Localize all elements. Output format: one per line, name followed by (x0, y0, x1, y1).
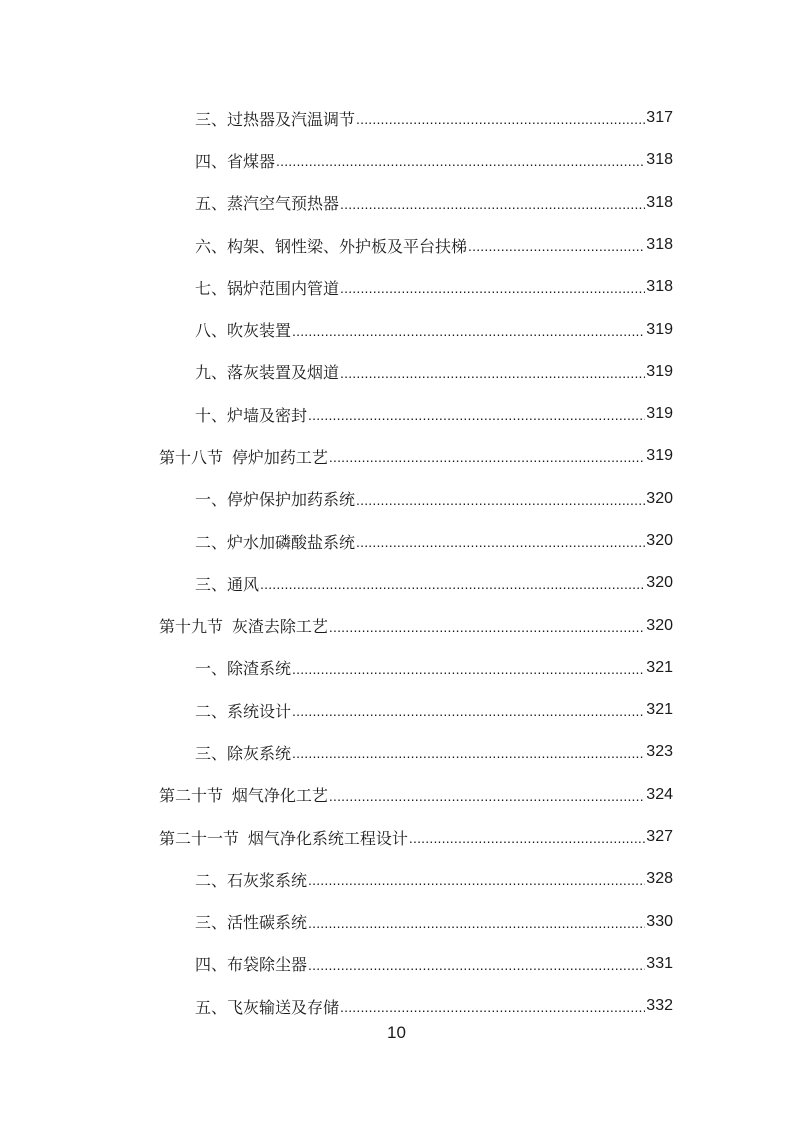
dot-leader (340, 277, 645, 297)
toc-entry[interactable] (195, 520, 673, 562)
dot-leader (308, 912, 645, 932)
toc-entry-page: 320 (646, 489, 673, 507)
dot-leader (340, 362, 645, 382)
toc-entry[interactable] (195, 182, 673, 224)
dot-leader (329, 616, 645, 636)
dot-leader (329, 446, 645, 466)
toc-entry[interactable] (195, 351, 673, 393)
toc-entry[interactable] (195, 97, 673, 139)
toc-entry[interactable] (195, 901, 673, 943)
toc-entry[interactable] (195, 858, 673, 900)
toc-entry-title: 十、炉墙及密封 (195, 407, 308, 425)
toc-entry-title: 一、除渣系统 (195, 661, 292, 679)
dot-leader (276, 150, 645, 170)
toc-entry-title: 三、除灰系统 (195, 745, 292, 763)
toc-entry-page: 320 (646, 532, 673, 550)
dot-leader (292, 320, 645, 340)
toc-entry[interactable] (195, 943, 673, 985)
toc-entry-page: 331 (646, 954, 673, 972)
dot-leader (356, 531, 645, 551)
toc-entry-title: 三、过热器及汽温调节 (195, 111, 356, 129)
toc-entry[interactable] (195, 985, 673, 1027)
dot-leader (308, 404, 645, 424)
toc-entry-title: 一、停炉保护加药系统 (195, 492, 356, 510)
toc-entry[interactable] (195, 224, 673, 266)
toc-entry-page: 321 (646, 701, 673, 719)
page-number: 10 (387, 1023, 406, 1042)
dot-leader (356, 108, 645, 128)
toc-entry-title: 第二十节 烟气净化工艺 (159, 788, 328, 806)
dot-leader (292, 700, 645, 720)
dot-leader (292, 658, 645, 678)
toc-entry[interactable] (195, 689, 673, 731)
toc-entry[interactable] (195, 562, 673, 604)
dot-leader (308, 954, 645, 974)
toc-entry-title: 三、活性碳系统 (195, 915, 308, 933)
toc-entry-title: 六、构架、钢性梁、外护板及平台扶梯 (195, 238, 468, 256)
toc-entry-page: 318 (646, 236, 673, 253)
toc-entry-page: 330 (646, 912, 673, 930)
toc-entry-title: 八、吹灰装置 (195, 323, 292, 341)
toc-entry-page: 320 (646, 616, 673, 634)
dot-leader (260, 573, 645, 593)
toc-entry-title: 五、飞灰输送及存储 (195, 999, 340, 1017)
toc-entry[interactable] (195, 478, 673, 520)
toc-entry-title: 四、布袋除尘器 (195, 957, 308, 975)
toc-entry-page: 319 (646, 447, 673, 465)
dot-leader (340, 996, 645, 1016)
toc-entry-page: 319 (646, 362, 673, 380)
toc-entry-title: 五、蒸汽空气预热器 (195, 196, 340, 214)
toc-entry-title: 九、落灰装置及烟道 (195, 365, 340, 383)
toc-entry[interactable] (195, 731, 673, 773)
dot-leader (468, 235, 645, 255)
toc-entry-page: 320 (646, 574, 673, 592)
dot-leader (329, 785, 645, 805)
dot-leader (340, 193, 645, 213)
toc-entry-page: 323 (646, 743, 673, 761)
toc-entry[interactable] (159, 604, 673, 646)
toc-entry-page: 324 (646, 785, 673, 803)
toc-entry[interactable] (195, 393, 673, 435)
toc-entry-title: 二、石灰浆系统 (195, 872, 308, 890)
toc-entry-title: 第二十一节 烟气净化系统工程设计 (159, 830, 408, 848)
toc-entry-page: 328 (646, 870, 673, 888)
toc-entry-page: 321 (646, 658, 673, 676)
toc-entry-page: 318 (646, 193, 673, 211)
toc-entry-title: 第十九节 灰渣去除工艺 (159, 619, 328, 637)
toc-entry-page: 318 (646, 151, 673, 169)
toc-entry[interactable] (195, 308, 673, 350)
toc-entry-page: 319 (646, 405, 673, 423)
toc-entry[interactable] (159, 774, 673, 816)
toc-entry-page: 318 (646, 278, 673, 296)
toc-entry-page: 317 (646, 109, 673, 127)
toc-entry[interactable] (195, 647, 673, 689)
toc-entry-page: 327 (646, 828, 673, 846)
toc-entry-page: 332 (646, 997, 673, 1015)
toc-entry-title: 四、省煤器 (195, 153, 276, 171)
toc-entry-title: 七、锅炉范围内管道 (195, 280, 340, 298)
toc-entry[interactable] (159, 435, 673, 477)
toc-entry[interactable] (159, 816, 673, 858)
toc-entry-title: 二、炉水加磷酸盐系统 (195, 534, 356, 552)
toc-entry[interactable] (195, 139, 673, 181)
dot-leader (292, 742, 645, 762)
dot-leader (356, 489, 645, 509)
toc-entry-title: 第十八节 停炉加药工艺 (159, 449, 328, 467)
toc-entry[interactable] (195, 266, 673, 308)
dot-leader (409, 827, 645, 847)
toc-entry-page: 319 (646, 320, 673, 338)
toc-entry-title: 二、系统设计 (195, 703, 292, 721)
dot-leader (308, 869, 645, 889)
toc-entry-title: 三、通风 (195, 576, 260, 594)
